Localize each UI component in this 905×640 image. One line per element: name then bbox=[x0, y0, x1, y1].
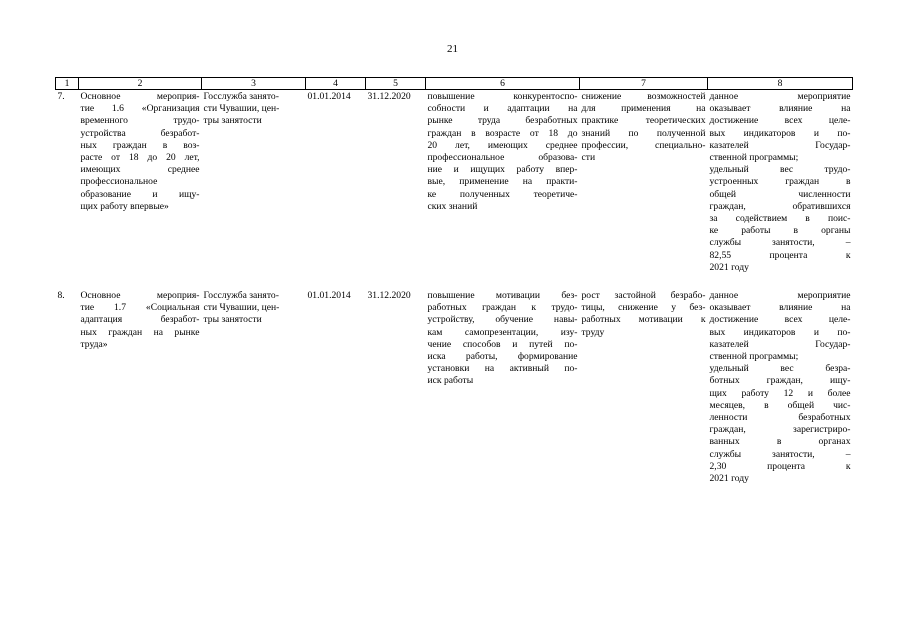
relation-cell: данное мероприятие оказывает влияние на достижение всех целе- вых индикаторов и по- казателей Государ- ственной программы; удельный вес безра- ботных граждан, ищу- щих работу 12 и более месяцев, в общей чис- ленности безработных граждан, зарегистриро- ванных в органах службы занятости, – 2,30 процента к 2021 году bbox=[709, 290, 851, 485]
executor-cell: Госслужба занято- сти Чувашии, цен- тры занятости bbox=[203, 290, 280, 326]
column-number-header: 7 bbox=[580, 78, 708, 90]
column-number-header: 6 bbox=[426, 78, 580, 90]
table-row bbox=[56, 90, 853, 288]
column-number-header: 5 bbox=[366, 78, 426, 90]
start-date: 01.01.2014 bbox=[307, 290, 351, 302]
column-number-header: 1 bbox=[56, 78, 79, 90]
measures-table bbox=[55, 77, 853, 485]
column-number-header: 3 bbox=[202, 78, 306, 90]
page-number: 21 bbox=[447, 43, 458, 55]
column-number-header: 8 bbox=[708, 78, 853, 90]
end-date: 31.12.2020 bbox=[367, 290, 411, 302]
end-date: 31.12.2020 bbox=[367, 91, 411, 102]
event-cell: Основное мероприя- тие 1.7 «Социальная адаптация безработ- ных граждан на рынке труда» bbox=[80, 290, 200, 350]
consequences-cell: снижение возможностей для применения на практике теоретических знаний по полученной профессии, специально- сти bbox=[581, 91, 706, 164]
consequences-cell: рост застойной безрабо- тицы, снижение у без- работных мотивации к труду bbox=[581, 290, 706, 338]
start-date: 01.01.2014 bbox=[307, 91, 351, 102]
relation-cell: данное мероприятие оказывает влияние на достижение всех целе- вых индикаторов и по- казателей Государ- ственной программы; удельный вес трудо- устроенных граждан в общей численности граждан, обратившихся за содействием в поис- ке работы в органы службы занятости, – 82,55 процента к 2021 году bbox=[709, 91, 851, 273]
result-cell: повышение мотивации без- работных граждан к трудо- устройству, обучение навы- кам самопрезентации, изу- чение способов и путей по- иска работы, формирование установки на активный по- иск работы bbox=[427, 290, 578, 387]
row-number: 7. bbox=[57, 91, 65, 102]
executor-cell: Госслужба занято- сти Чувашии, цен- тры занятости bbox=[203, 91, 280, 127]
row-number: 8. bbox=[57, 290, 65, 302]
result-cell: повышение конкурентоспо- собности и адаптации на рынке труда безработных граждан в возрасте от 18 до 20 лет, имеющих среднее профессиональное образова- ние и ищущих работу впер- вые, применение на практи- ке полученных теоретиче- ских знаний bbox=[427, 91, 578, 212]
table-row bbox=[56, 287, 853, 485]
column-number-header: 2 bbox=[79, 78, 202, 90]
column-number-row bbox=[56, 78, 853, 90]
event-cell: Основное мероприя- тие 1.6 «Организация временного трудо- устройства безработ- ных граждан в воз- расте от 18 до 20 лет, имеющих среднее профессиональное образование и ищу- щих работу впервые» bbox=[80, 91, 200, 212]
column-number-header: 4 bbox=[306, 78, 366, 90]
